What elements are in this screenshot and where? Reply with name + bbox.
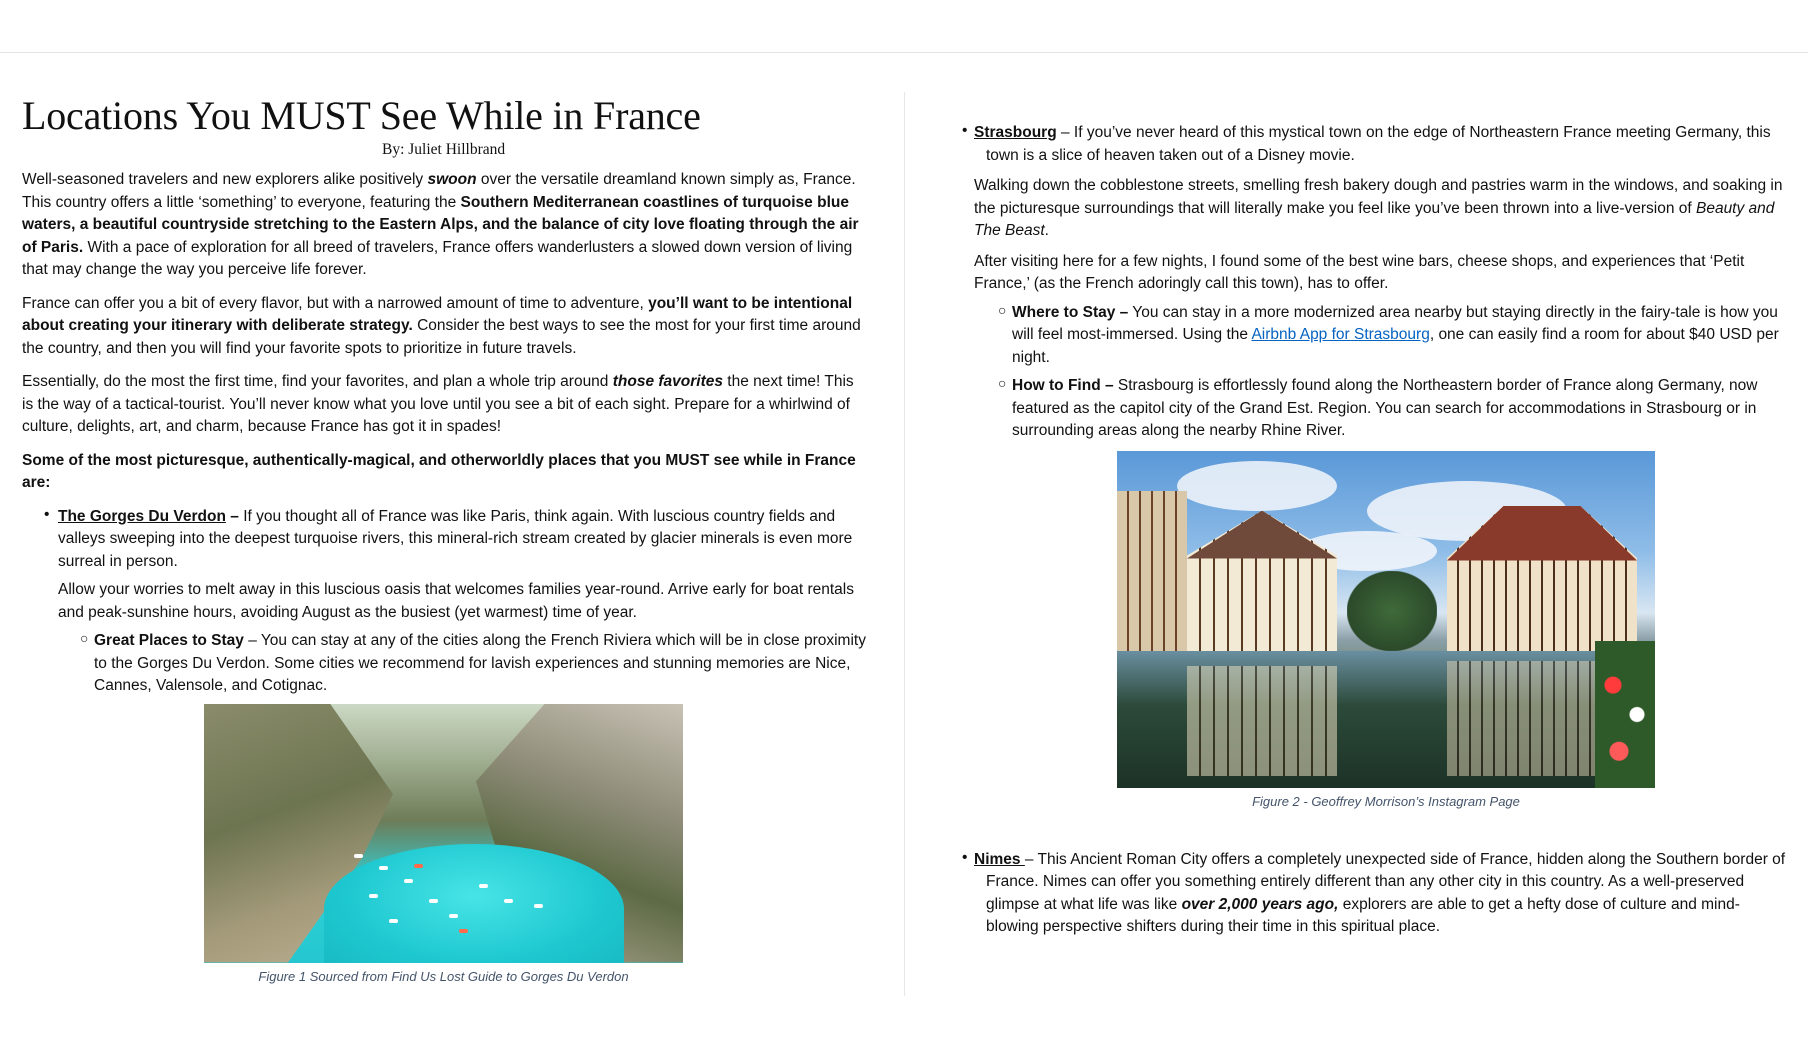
figure-1-caption: Figure 1 Sourced from Find Us Lost Guide to Gorges Du Verdon bbox=[258, 968, 629, 984]
right-page bbox=[962, 122, 1786, 939]
strasbourg-subitem-stay bbox=[998, 302, 1786, 370]
strasbourg-photo bbox=[1117, 451, 1655, 788]
intro-paragraph-2: France can offer you a bit of every flavor, but with a narrowed amount of time to adventure, you’ll want to be intentional about creating your itinerary with deliberate strategy. Consider the best ways to see the most for your first time around the country, and then you will find your favorite spots to prioritize in future travels. bbox=[22, 294, 861, 357]
intro-paragraph-1: Well-seasoned travelers and new explorers alike positively swoon over the versatile dreamland known simply as, France. This country offers a little ‘something’ to everyone, featuring the Southern Mediterranean coastlines of turquoise blue waters, a beautiful countryside stretching to the Eastern Alps, and the balance of city love floating through the air of Paris. With a pace of exploration for all breed of travelers, France offers wanderlusters a slowed down version of living that may change the way you perceive life forever. bbox=[22, 171, 859, 278]
bullet-dot: • bbox=[962, 122, 968, 139]
strasbourg-stay-text: Where to Stay – You can stay in a more modernized area nearby but staying directly in the fairy-tale is how you will feel most-immersed. Using the Airbnb App for Strasbourg, one can easily find a room for about $40 USD per night. bbox=[1012, 303, 1779, 366]
intro-paragraph-3: Essentially, do the most the first time, find your favorites, and plan a whole trip around those favorites the next time! This is the way of a tactical-tourist. You’ll never know what you love until you see a bit of each sight. Prepare for a whirlwind of culture, delights, art, and charm, because France has got it in spades! bbox=[22, 373, 854, 435]
strasbourg-subitem-find bbox=[998, 375, 1786, 443]
list-item-gorges bbox=[22, 506, 868, 698]
gorges-paragraph-2: Allow your worries to melt away in this luscious oasis that welcomes families year-round. Arrive early for boat rentals and peak-sunshine hours, avoiding August as the busiest (yet warmest) time of year. bbox=[58, 581, 854, 621]
gorges-description: The Gorges Du Verdon – If you thought all of France was like Paris, think again. With luscious country fields and valleys sweeping into the deepest turquoise rivers, this mineral-rich stream created by glacier minerals is even more surreal in person. bbox=[58, 507, 853, 570]
strasbourg-paragraph-2: Walking down the cobblestone streets, smelling fresh bakery dough and pastries warm in the windows, and soaking in the picturesque surroundings that will literally make you feel like you’ve been thrown into a live-version of Beauty and The Beast. bbox=[974, 177, 1783, 239]
app-top-bar bbox=[0, 0, 1808, 53]
nimes-description: Nimes – This Ancient Roman City offers a completely unexpected side of France, hidden along the Southern border of France. Nimes can offer you something entirely different than any other city in this country. As a well-preserved glimpse at what life was like over 2,000 years ago, explorers are able to get a hefty dose of culture and mind-blowing perspective shifters during their time in this spiritual place. bbox=[974, 850, 1786, 935]
page-divider bbox=[904, 92, 905, 996]
circle-bullet: ○ bbox=[998, 375, 1007, 391]
left-page bbox=[22, 92, 868, 984]
byline: By: Juliet Hillbrand bbox=[382, 141, 506, 158]
figure-2-caption: Figure 2 - Geoffrey Morrison’s Instagram Page bbox=[1252, 793, 1520, 809]
list-item-strasbourg bbox=[962, 122, 1786, 443]
gorges-subitem-stay bbox=[80, 630, 868, 698]
circle-bullet: ○ bbox=[80, 630, 89, 646]
gorges-photo bbox=[204, 704, 683, 963]
bullet-dot: • bbox=[962, 848, 968, 866]
gorges-heading: The Gorges Du Verdon bbox=[58, 507, 226, 525]
airbnb-link[interactable]: Airbnb App for Strasbourg bbox=[1251, 326, 1430, 343]
page-title: Locations You MUST See While in France bbox=[22, 93, 701, 138]
gorges-stay-text: Great Places to Stay – You can stay at any of the cities along the French Riviera which will be in close proximity to the Gorges Du Verdon. Some cities we recommend for lavish experiences and stunning memories are Nice, Cannes, Valensole, and Cotignac. bbox=[94, 632, 866, 694]
list-item-nimes bbox=[962, 849, 1786, 939]
circle-bullet: ○ bbox=[998, 301, 1007, 318]
nimes-heading: Nimes bbox=[974, 850, 1025, 868]
figure-strasbourg bbox=[962, 451, 1786, 809]
list-intro: Some of the most picturesque, authentically-magical, and otherworldly places that you MUST see while in France are: bbox=[22, 451, 856, 491]
bullet-dot: • bbox=[44, 505, 50, 523]
figure-gorges bbox=[22, 704, 868, 984]
strasbourg-paragraph-3: After visiting here for a few nights, I found some of the best wine bars, cheese shops, and experiences that ‘Petit France,’ (as the French adoringly call this town), has to offer. bbox=[974, 252, 1745, 292]
strasbourg-heading: Strasbourg bbox=[974, 124, 1057, 141]
strasbourg-description: Strasbourg – If you’ve never heard of this mystical town on the edge of Northeastern France meeting Germany, this town is a slice of heaven taken out of a Disney movie. bbox=[974, 124, 1771, 164]
strasbourg-find-text: How to Find – Strasbourg is effortlessly found along the Northeastern border of France along Germany, now featured as the capitol city of the Grand Est. Region. You can search for accommodations in Strasbourg or in surrounding areas along the nearby Rhine River. bbox=[1012, 377, 1758, 439]
